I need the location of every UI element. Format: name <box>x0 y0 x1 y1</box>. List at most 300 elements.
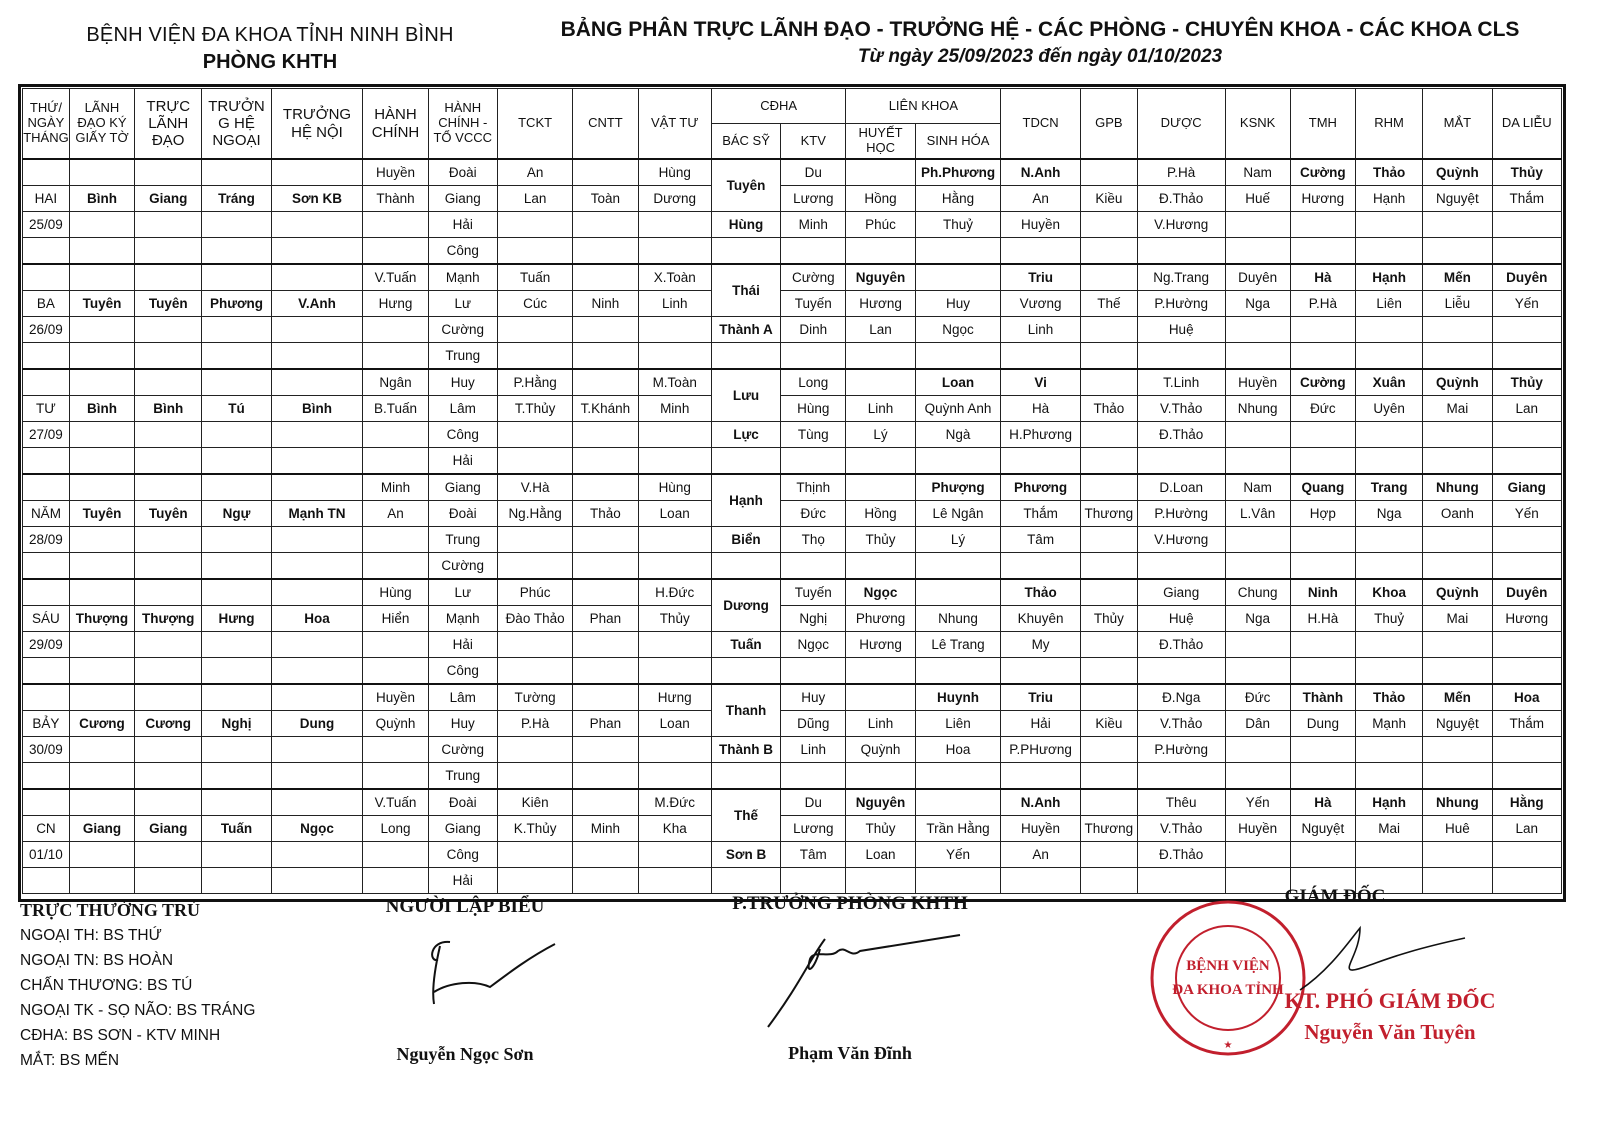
thnoi-cell <box>271 632 363 658</box>
trucld-cell <box>135 658 202 685</box>
col-vccc: HÀNH CHÍNH - TỔ VCCC <box>428 89 497 160</box>
dalieu-cell: Lan <box>1492 396 1561 422</box>
deputy-signature-block <box>700 893 1000 1093</box>
vattu-cell: Hùng <box>638 159 711 186</box>
gpb-cell <box>1080 579 1137 606</box>
mat-cell: Nhung <box>1423 474 1492 501</box>
tmh-cell: Ninh <box>1290 579 1355 606</box>
ldky-cell <box>69 264 134 291</box>
tdcn-cell: Khuyên <box>1001 606 1080 632</box>
bacsy-cell: Tuyên <box>711 159 780 212</box>
bacsy-cell: Tuấn <box>711 632 780 658</box>
trucld-cell <box>135 369 202 396</box>
dalieu-cell: Duyên <box>1492 264 1561 291</box>
sinhhoa-cell: Ph.Phương <box>915 159 1001 186</box>
thngoai-cell <box>202 553 271 580</box>
mat-cell <box>1423 422 1492 448</box>
gpb-cell <box>1080 159 1137 186</box>
duoc-cell: Thêu <box>1137 789 1225 816</box>
duoc-cell: Đ.Thảo <box>1137 632 1225 658</box>
mat-cell: Mến <box>1423 264 1492 291</box>
huyethoc-cell <box>846 658 915 685</box>
gpb-cell: Thế <box>1080 291 1137 317</box>
preparer-role: NGƯỜI LẬP BIỂU <box>385 896 545 917</box>
ksnk-cell: Chung <box>1225 579 1290 606</box>
vccc-cell: Trung <box>428 527 497 553</box>
tmh-cell <box>1290 212 1355 238</box>
vattu-cell: Thủy <box>638 606 711 632</box>
vattu-cell: M.Đức <box>638 789 711 816</box>
cntt-cell <box>573 658 638 685</box>
director-role: GIÁM ĐỐC <box>1284 886 1386 907</box>
resident-line: NGOẠI TK - SỌ NÃO: BS TRÁNG <box>20 1002 256 1019</box>
duoc-cell <box>1137 868 1225 894</box>
thnoi-cell <box>271 527 363 553</box>
rhm-cell: Xuân <box>1355 369 1422 396</box>
day-cell <box>23 658 70 685</box>
cntt-cell <box>573 553 638 580</box>
col-mat: MẮT <box>1423 89 1492 160</box>
duoc-cell: V.Thảo <box>1137 711 1225 737</box>
ksnk-cell <box>1225 238 1290 265</box>
thnoi-cell <box>271 264 363 291</box>
trucld-cell <box>135 317 202 343</box>
dalieu-cell <box>1492 763 1561 790</box>
ldky-cell <box>69 343 134 370</box>
tdcn-cell: Phương <box>1001 474 1080 501</box>
day-cell: 28/09 <box>23 527 70 553</box>
ksnk-cell: Huyền <box>1225 816 1290 842</box>
duoc-cell: T.Linh <box>1137 369 1225 396</box>
rhm-cell <box>1355 343 1422 370</box>
duoc-cell: P.Hường <box>1137 501 1225 527</box>
ktv-cell <box>781 763 846 790</box>
thngoai-cell <box>202 264 271 291</box>
col-tdcn: TDCN <box>1001 89 1080 160</box>
bacsy-cell <box>711 343 780 370</box>
sinhhoa-cell <box>915 448 1001 475</box>
col-thnoi: TRƯỞNG HỆ NỘI <box>271 89 363 160</box>
cntt-cell <box>573 842 638 868</box>
ktv-cell: Dinh <box>781 317 846 343</box>
huyethoc-cell: Hương <box>846 632 915 658</box>
vattu-cell: Hưng <box>638 684 711 711</box>
cntt-cell: Phan <box>573 606 638 632</box>
sinhhoa-cell <box>915 658 1001 685</box>
col-lienkhoa: LIÊN KHOA <box>846 89 1001 124</box>
trucld-cell <box>135 842 202 868</box>
day-cell: 25/09 <box>23 212 70 238</box>
bacsy-cell: Lực <box>711 422 780 448</box>
gpb-cell <box>1080 474 1137 501</box>
deputy-role: P.TRƯỞNG PHÒNG KHTH <box>732 893 968 914</box>
ldky-cell: Bình <box>69 396 134 422</box>
thnoi-cell: Mạnh TN <box>271 501 363 527</box>
thnoi-cell <box>271 553 363 580</box>
tckt-cell <box>497 842 572 868</box>
hanhchinh-cell <box>363 658 428 685</box>
tdcn-cell: Hải <box>1001 711 1080 737</box>
tmh-cell <box>1290 553 1355 580</box>
duoc-cell: Huệ <box>1137 606 1225 632</box>
thnoi-cell <box>271 579 363 606</box>
day-cell <box>23 238 70 265</box>
col-thngoai: TRƯỞN G HỆ NGOẠI <box>202 89 271 160</box>
huyethoc-cell: Lý <box>846 422 915 448</box>
duoc-cell <box>1137 658 1225 685</box>
huyethoc-cell <box>846 369 915 396</box>
dalieu-cell <box>1492 422 1561 448</box>
tmh-cell: Hợp <box>1290 501 1355 527</box>
tckt-cell <box>497 422 572 448</box>
hanhchinh-cell: Long <box>363 816 428 842</box>
dalieu-cell <box>1492 317 1561 343</box>
tmh-cell <box>1290 763 1355 790</box>
huyethoc-cell: Loan <box>846 842 915 868</box>
duoc-cell: Huệ <box>1137 317 1225 343</box>
thngoai-cell <box>202 159 271 186</box>
vccc-cell: Lâm <box>428 684 497 711</box>
day-cell: 01/10 <box>23 842 70 868</box>
vattu-cell: Loan <box>638 711 711 737</box>
tmh-cell: Thành <box>1290 684 1355 711</box>
rhm-cell: Trang <box>1355 474 1422 501</box>
day-cell: TƯ <box>23 396 70 422</box>
table-row <box>23 658 1562 685</box>
duoc-cell: Đ.Thảo <box>1137 186 1225 212</box>
table-row <box>23 632 1562 658</box>
trucld-cell <box>135 553 202 580</box>
cntt-cell <box>573 527 638 553</box>
col-cntt: CNTT <box>573 89 638 160</box>
thnoi-cell <box>271 763 363 790</box>
day-cell <box>23 579 70 606</box>
ktv-cell: Cường <box>781 264 846 291</box>
dalieu-cell: Hương <box>1492 606 1561 632</box>
col-dalieu: DA LIỄU <box>1492 89 1561 160</box>
sinhhoa-cell <box>915 343 1001 370</box>
tmh-cell: Cường <box>1290 369 1355 396</box>
duoc-cell <box>1137 553 1225 580</box>
ksnk-cell: Nam <box>1225 159 1290 186</box>
duoc-cell <box>1137 343 1225 370</box>
ktv-cell <box>781 868 846 894</box>
thnoi-cell <box>271 448 363 475</box>
thnoi-cell <box>271 317 363 343</box>
tdcn-cell: Tâm <box>1001 527 1080 553</box>
col-tmh: TMH <box>1290 89 1355 160</box>
vattu-cell: M.Toàn <box>638 369 711 396</box>
ksnk-cell <box>1225 527 1290 553</box>
ktv-cell <box>781 343 846 370</box>
tdcn-cell: Triu <box>1001 684 1080 711</box>
ldky-cell <box>69 842 134 868</box>
thngoai-cell <box>202 527 271 553</box>
tdcn-cell: Thảo <box>1001 579 1080 606</box>
day-cell <box>23 553 70 580</box>
vccc-cell: Trung <box>428 763 497 790</box>
trucld-cell <box>135 448 202 475</box>
huyethoc-cell: Nguyên <box>846 789 915 816</box>
thngoai-cell <box>202 422 271 448</box>
ldky-cell <box>69 553 134 580</box>
tckt-cell <box>497 448 572 475</box>
sinhhoa-cell <box>915 264 1001 291</box>
tdcn-cell: Vi <box>1001 369 1080 396</box>
tdcn-cell <box>1001 763 1080 790</box>
duoc-cell: Giang <box>1137 579 1225 606</box>
gpb-cell <box>1080 553 1137 580</box>
tmh-cell: Nguyệt <box>1290 816 1355 842</box>
department-name: PHÒNG KHTH <box>202 51 338 73</box>
cntt-cell <box>573 737 638 763</box>
rhm-cell <box>1355 553 1422 580</box>
dalieu-cell <box>1492 658 1561 685</box>
thngoai-cell <box>202 212 271 238</box>
bacsy-cell <box>711 238 780 265</box>
tdcn-cell <box>1001 658 1080 685</box>
vattu-cell <box>638 448 711 475</box>
tdcn-cell: Thắm <box>1001 501 1080 527</box>
hanhchinh-cell <box>363 343 428 370</box>
thngoai-cell <box>202 448 271 475</box>
dalieu-cell: Lan <box>1492 816 1561 842</box>
ktv-cell: Tùng <box>781 422 846 448</box>
trucld-cell <box>135 238 202 265</box>
rhm-cell <box>1355 763 1422 790</box>
mat-cell: Mến <box>1423 684 1492 711</box>
tdcn-cell: An <box>1001 842 1080 868</box>
vccc-cell: Hải <box>428 448 497 475</box>
thnoi-cell: Bình <box>271 396 363 422</box>
ktv-cell: Lương <box>781 186 846 212</box>
vattu-cell <box>638 632 711 658</box>
rhm-cell: Hạnh <box>1355 264 1422 291</box>
gpb-cell <box>1080 317 1137 343</box>
huyethoc-cell: Quỳnh <box>846 737 915 763</box>
col-ktv: KTV <box>781 124 846 160</box>
thngoai-cell <box>202 842 271 868</box>
rhm-cell: Liên <box>1355 291 1422 317</box>
ksnk-cell: Dân <box>1225 711 1290 737</box>
trucld-cell <box>135 579 202 606</box>
hanhchinh-cell: Minh <box>363 474 428 501</box>
dalieu-cell <box>1492 238 1561 265</box>
thnoi-cell <box>271 658 363 685</box>
tckt-cell: Kiên <box>497 789 572 816</box>
rhm-cell: Khoa <box>1355 579 1422 606</box>
thnoi-cell: Sơn KB <box>271 186 363 212</box>
rhm-cell <box>1355 238 1422 265</box>
table-row <box>23 264 1562 291</box>
thngoai-cell <box>202 343 271 370</box>
sinhhoa-cell: Quỳnh Anh <box>915 396 1001 422</box>
vccc-cell: Lư <box>428 579 497 606</box>
mat-cell: Mai <box>1423 606 1492 632</box>
gpb-cell <box>1080 212 1137 238</box>
tdcn-cell: Vương <box>1001 291 1080 317</box>
vattu-cell <box>638 343 711 370</box>
day-cell: 29/09 <box>23 632 70 658</box>
ktv-cell <box>781 238 846 265</box>
ksnk-cell <box>1225 343 1290 370</box>
hanhchinh-cell: V.Tuấn <box>363 264 428 291</box>
vattu-cell: H.Đức <box>638 579 711 606</box>
hanhchinh-cell: An <box>363 501 428 527</box>
trucld-cell <box>135 527 202 553</box>
table-row <box>23 579 1562 606</box>
tmh-cell: Hà <box>1290 264 1355 291</box>
sinhhoa-cell <box>915 579 1001 606</box>
vccc-cell: Huy <box>428 369 497 396</box>
schedule-table <box>22 88 1562 894</box>
huyethoc-cell <box>846 553 915 580</box>
mat-cell: Quỳnh <box>1423 369 1492 396</box>
gpb-cell <box>1080 658 1137 685</box>
table-row <box>23 422 1562 448</box>
huyethoc-cell <box>846 448 915 475</box>
duoc-cell: Đ.Thảo <box>1137 842 1225 868</box>
sinhhoa-cell: Huynh <box>915 684 1001 711</box>
gpb-cell <box>1080 369 1137 396</box>
hanhchinh-cell <box>363 632 428 658</box>
huyethoc-cell <box>846 763 915 790</box>
ksnk-cell: Huế <box>1225 186 1290 212</box>
huyethoc-cell: Hồng <box>846 501 915 527</box>
rhm-cell <box>1355 658 1422 685</box>
thnoi-cell <box>271 684 363 711</box>
day-cell: 27/09 <box>23 422 70 448</box>
tckt-cell <box>497 632 572 658</box>
vccc-cell: Cường <box>428 737 497 763</box>
day-cell: HAI <box>23 186 70 212</box>
ldky-cell: Tuyên <box>69 291 134 317</box>
tdcn-cell <box>1001 238 1080 265</box>
col-bacsy: BÁC SỸ <box>711 124 780 160</box>
vattu-cell: Kha <box>638 816 711 842</box>
ldky-cell <box>69 159 134 186</box>
tdcn-cell: N.Anh <box>1001 159 1080 186</box>
tmh-cell: Cường <box>1290 159 1355 186</box>
thngoai-cell <box>202 238 271 265</box>
thngoai-cell <box>202 658 271 685</box>
sinhhoa-cell <box>915 238 1001 265</box>
tckt-cell: V.Hà <box>497 474 572 501</box>
ldky-cell: Thượng <box>69 606 134 632</box>
gpb-cell <box>1080 868 1137 894</box>
cntt-cell <box>573 789 638 816</box>
dalieu-cell: Thắm <box>1492 711 1561 737</box>
gpb-cell <box>1080 343 1137 370</box>
bacsy-cell: Thành B <box>711 737 780 763</box>
vccc-cell: Hải <box>428 868 497 894</box>
hanhchinh-cell <box>363 422 428 448</box>
tdcn-cell <box>1001 553 1080 580</box>
dalieu-cell <box>1492 527 1561 553</box>
deputy-signature-icon <box>750 929 980 1039</box>
table-row <box>23 474 1562 501</box>
gpb-cell <box>1080 238 1137 265</box>
tckt-cell <box>497 868 572 894</box>
cntt-cell: Ninh <box>573 291 638 317</box>
ksnk-cell: Nam <box>1225 474 1290 501</box>
hanhchinh-cell: Hùng <box>363 579 428 606</box>
sinhhoa-cell: Huy <box>915 291 1001 317</box>
tmh-cell <box>1290 737 1355 763</box>
dalieu-cell <box>1492 632 1561 658</box>
vccc-cell: Hải <box>428 632 497 658</box>
vccc-cell: Huy <box>428 711 497 737</box>
thnoi-cell: Ngọc <box>271 816 363 842</box>
mat-cell: Nguyệt <box>1423 711 1492 737</box>
hanhchinh-cell <box>363 317 428 343</box>
mat-cell: Quỳnh <box>1423 159 1492 186</box>
tdcn-cell: Hà <box>1001 396 1080 422</box>
stamp-line-2: ĐA KHOA TỈNH <box>1172 982 1284 998</box>
tckt-cell: Lan <box>497 186 572 212</box>
ldky-cell <box>69 789 134 816</box>
thnoi-cell <box>271 868 363 894</box>
sinhhoa-cell <box>915 789 1001 816</box>
gpb-cell <box>1080 684 1137 711</box>
ldky-cell: Cương <box>69 711 134 737</box>
mat-cell: Liễu <box>1423 291 1492 317</box>
tmh-cell <box>1290 527 1355 553</box>
mat-cell <box>1423 448 1492 475</box>
vattu-cell: Linh <box>638 291 711 317</box>
duoc-cell: D.Loan <box>1137 474 1225 501</box>
vccc-cell: Công <box>428 422 497 448</box>
thngoai-cell <box>202 789 271 816</box>
day-cell <box>23 868 70 894</box>
cntt-cell: T.Khánh <box>573 396 638 422</box>
resident-title: TRỰC THƯỜNG TRÚ <box>20 900 201 920</box>
bacsy-cell: Dương <box>711 579 780 632</box>
mat-cell: Mai <box>1423 396 1492 422</box>
ldky-cell <box>69 868 134 894</box>
sinhhoa-cell: Liên <box>915 711 1001 737</box>
tckt-cell <box>497 317 572 343</box>
duoc-cell: V.Thảo <box>1137 396 1225 422</box>
vattu-cell <box>638 553 711 580</box>
vccc-cell: Cường <box>428 317 497 343</box>
ldky-cell <box>69 632 134 658</box>
rhm-cell <box>1355 422 1422 448</box>
dalieu-cell <box>1492 343 1561 370</box>
thngoai-cell <box>202 317 271 343</box>
duoc-cell <box>1137 238 1225 265</box>
ktv-cell <box>781 658 846 685</box>
tdcn-cell <box>1001 343 1080 370</box>
mat-cell: Nhung <box>1423 789 1492 816</box>
ktv-cell: Ngọc <box>781 632 846 658</box>
ksnk-cell: Duyên <box>1225 264 1290 291</box>
duoc-cell: V.Hương <box>1137 212 1225 238</box>
gpb-cell: Thương <box>1080 816 1137 842</box>
vccc-cell: Đoài <box>428 501 497 527</box>
resident-duty <box>20 900 350 1077</box>
table-row <box>23 317 1562 343</box>
tckt-cell: T.Thủy <box>497 396 572 422</box>
ldky-cell <box>69 422 134 448</box>
day-cell <box>23 369 70 396</box>
dalieu-cell: Giang <box>1492 474 1561 501</box>
tckt-cell <box>497 212 572 238</box>
cntt-cell <box>573 868 638 894</box>
tckt-cell: Tường <box>497 684 572 711</box>
huyethoc-cell <box>846 474 915 501</box>
dalieu-cell: Yến <box>1492 501 1561 527</box>
